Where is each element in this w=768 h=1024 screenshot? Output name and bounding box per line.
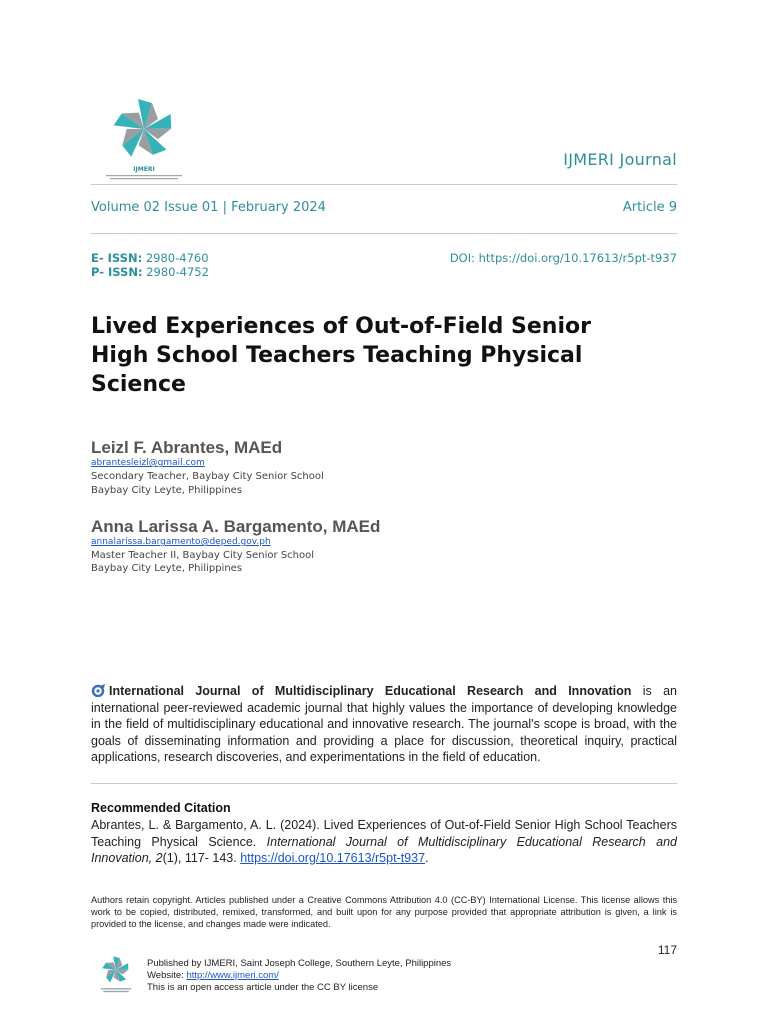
citation-journal: International Journal of Multidisciplinary Educational Research and Innovation, 2 [91,834,677,865]
header-divider-2 [91,233,677,234]
author-1-location: Baybay City Leyte, Philippines [91,485,243,496]
ijmeri-logo-footer [96,953,136,995]
author-1-email[interactable]: abrantesleizl@gmail.com [91,458,205,468]
license-text: Authors retain copyright. Articles published under a Creative Commons Attribution 4.0 (CC-BY) International License. This license allows this work to be copied, distributed, remixed, transformed, and built upon for any purpose provided that appropriate attribution is given, a link is provided to the license, and changes made were indicated. [91,895,677,929]
logo-caption: IJMERI [133,166,155,173]
page-number: 117 [657,943,677,957]
author-1-name: Leizl F. Abrantes, MAEd [91,438,283,457]
open-access-line: This is an open access article under the CC BY license [147,982,379,993]
author-2-name: Anna Larissa A. Bargamento, MAEd [91,517,381,536]
pissn: P- ISSN: 2980-4752 [91,265,209,279]
journal-description [91,683,677,766]
author-2-email[interactable]: annalarissa.bargamento@deped.gov.ph [91,537,271,547]
citation-doi-link[interactable]: https://doi.org/10.17613/r5pt-t937 [240,851,426,865]
citation-divider [91,783,677,784]
header-divider [91,184,677,185]
journal-name: IJMERI Journal [563,150,677,169]
citation-text: Abrantes, L. & Bargamento, A. L. (2024). Lived Experiences of Out-of-Field Senior High School Teachers Teaching Physical Science. International Journal of Multidisciplinary Educational Research and Innovation, 2(1), 117- 143. https://doi.org/10.17613/r5pt-t937. [91,818,677,865]
author-2-position: Master Teacher II, Baybay City Senior School [91,550,315,561]
eissn: E- ISSN: 2980-4760 [91,251,209,265]
website-line: Website: http://www.ijmeri.com/ [147,970,279,981]
volume-issue: Volume 02 Issue 01 | February 2024 [91,200,326,215]
published-by: Published by IJMERI, Saint Joseph College, Southern Leyte, Philippines [147,958,452,969]
journal-description-text: is an international peer-reviewed academic journal that highly values the importance of developing knowledge in the field of multidisciplinary educational and innovative research. The journal's scope is broad, with the goals of disseminating information and providing a place for discussion, theoretical inquiry, practical applications, research discoveries, and experimentations in the field of education. [91,684,677,764]
open-access-icon [91,683,107,697]
author-2-location: Baybay City Leyte, Philippines [91,563,243,574]
footer-publisher [147,958,451,994]
website-link[interactable]: http://www.ijmeri.com/ [186,970,279,981]
logo-fine-print [100,174,188,182]
article-number: Article 9 [622,200,677,215]
doi-header[interactable]: DOI: https://doi.org/10.17613/r5pt-t937 [449,251,677,265]
author-1-position: Secondary Teacher, Baybay City Senior School [91,471,324,482]
citation-heading: Recommended Citation [91,801,231,815]
paper-title: Lived Experiences of Out-of-Field Senior High School Teachers Teaching Physical Science [91,314,591,397]
journal-full-name: International Journal of Multidisciplinary Educational Research and Innovation [109,684,632,698]
